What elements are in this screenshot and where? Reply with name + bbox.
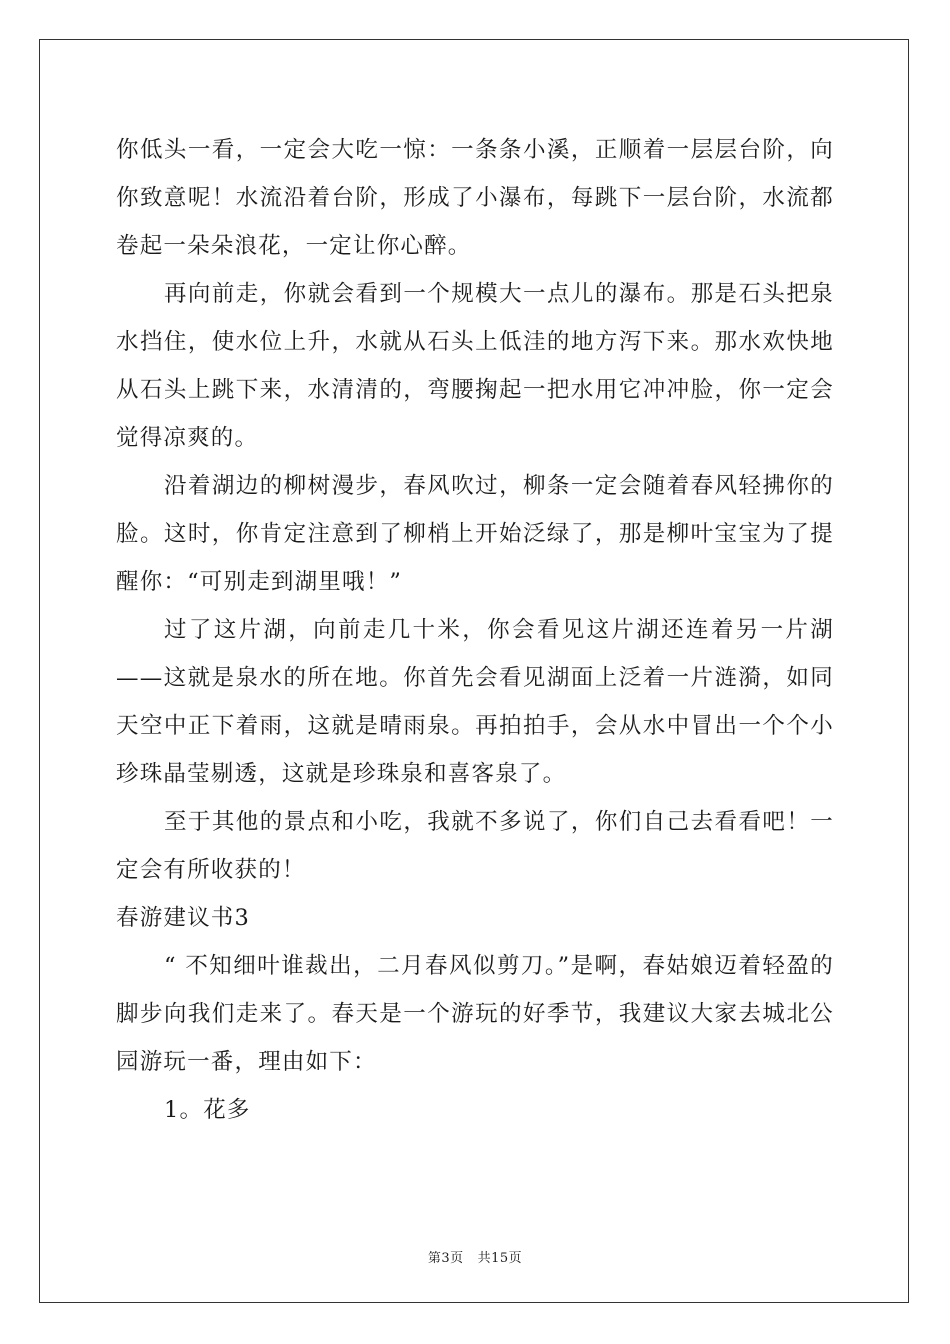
section-paragraph-1: “ 不知细叶谁裁出，二月春风似剪刀。”是啊，春姑娘迈着轻盈的脚步向我们走来了。春天是一个游玩的好季节，我建议大家去城北公园游玩一番，理由如下： [116, 953, 834, 1075]
page-number: 第3页 [427, 1251, 464, 1266]
document-body [116, 126, 834, 1134]
section-title: 春游建议书3 [116, 905, 251, 931]
paragraph-5: 至于其他的景点和小吃，我就不多说了，你们自己去看看吧！一定会有所收获的！ [116, 809, 834, 883]
paragraph-1: 你低头一看，一定会大吃一惊：一条条小溪，正顺着一层层台阶，向你致意呢！水流沿着台阶，形成了小瀑布，每跳下一层台阶，水流都卷起一朵朵浪花，一定让你心醉。 [116, 137, 834, 259]
paragraph-4: 过了这片湖，向前走几十米，你会看见这片湖还连着另一片湖——这就是泉水的所在地。你首先会看见湖面上泛着一片涟漪，如同天空中正下着雨，这就是晴雨泉。再拍拍手，会从水中冒出一个个小珍珠晶莹剔透，这就是珍珠泉和喜客泉了。 [116, 617, 834, 787]
page-total: 共15页 [477, 1251, 523, 1266]
page-footer [0, 1247, 950, 1266]
paragraph-2: 再向前走，你就会看到一个规模大一点儿的瀑布。那是石头把泉水挡住，使水位上升，水就从石头上低洼的地方泻下来。那水欢快地从石头上跳下来，水清清的，弯腰掬起一把水用它冲冲脸，你一定会觉得凉爽的。 [116, 281, 834, 451]
section-list-item-1: 1。花多 [164, 1097, 251, 1123]
paragraph-3: 沿着湖边的柳树漫步，春风吹过，柳条一定会随着春风轻拂你的脸。这时，你肯定注意到了柳梢上开始泛绿了，那是柳叶宝宝为了提醒你：“可别走到湖里哦！” [116, 473, 834, 595]
